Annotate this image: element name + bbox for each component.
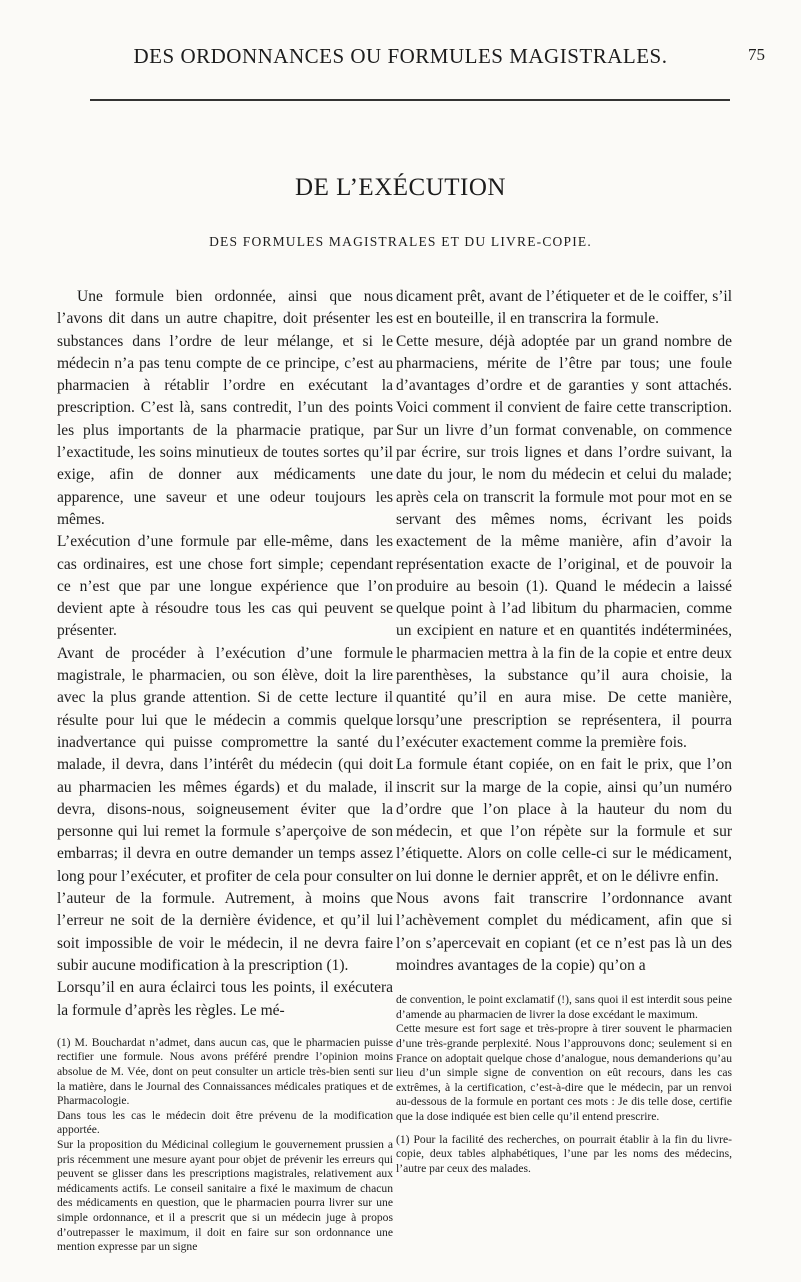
footnote-1: (1) M. Bouchardat n’admet, dans aucun cas, que le pharmacien puisse rectifier une formule. Nous avons préféré prendre l’opinion moins absolue de M. Vée, dont on peut consulter un article très-bien senti sur la matière, dans le Journal des Connaissances médicales pratiques et de Pharmacologie.	[57, 1035, 393, 1108]
page-number: 75	[748, 45, 765, 64]
left-footnotes	[57, 1036, 393, 1255]
left-paragraph-1: Une formule bien ordonnée, ainsi que nous l’avons dit dans un autre chapitre, doit présenter les substances dans l’ordre de leur mélange, et si le médecin n’a pas tenu compte de ce principe, c’est au pharmacien à rétablir l’ordre en exécutant la prescription. C’est là, sans contredit, l’un des points les plus importants de la pharmacie pratique, par l’exactitude, les soins minutieux de toutes sortes qu’il exige, afin de donner aux médicaments une apparence, une saveur et une odeur toujours les mêmes.	[57, 288, 393, 528]
footnote-continuation: de convention, le point exclamatif (!), sans quoi il est interdit sous peine d’amende au pharmacien de livrer la dose excédant le maximum.	[396, 993, 732, 1021]
right-footnotes	[396, 993, 732, 1176]
right-paragraph-4: Nous avons fait transcrire l’ordonnance avant l’achèvement complet du médicament, afin que si l’on s’apercevait en copiant (et ce n’est pas là un des moindres avantages de la copie) qu’on a	[396, 890, 732, 974]
running-head: DES ORDONNANCES OU FORMULES MAGISTRALES.	[133, 44, 668, 68]
footnote-1-cont-2: Sur la proposition du Médicinal collegium le gouvernement prussien a pris récemment une mesure ayant pour objet de prévenir les erreurs qui peuvent se glisser dans les prescriptions magistrales, relativement aux médicaments actifs. Le conseil sanitaire a fixé le maximum de chacun des médicaments en question, que le pharmacien pourra livrer sur une simple ordonnance, et il a prescrit que si un médecin juge à propos d’outrepasser le maximum, il doit en faire sur son ordonnance une mention expresse par un signe	[57, 1137, 393, 1254]
left-paragraph-3: Avant de procéder à l’exécution d’une formule magistrale, le pharmacien, ou son élève, doit la lire avec la plus grande attention. Si de cette lecture il résulte pour lui que le médecin a commis quelque inadvertance qui puisse compromettre la santé du malade, il devra, dans l’intérêt du médecin (qui doit au pharmacien les mêmes égards) et du malade, il devra, disons-nous, soigneusement éviter que la personne qui lui remet la formule s’aperçoive de son embarras; il devra en outre demander un temps assez long pour l’exécuter, et profiter de cela pour consulter l’auteur de la formule. Autrement, à moins que l’erreur ne soit de la dernière évidence, et qu’il lui soit impossible de voir le médecin, il ne devra faire subir aucune modification à la prescription (1).	[57, 644, 393, 974]
left-paragraph-4: Lorsqu’il en aura éclairci tous les points, il exécutera la formule d’après les règles. Le mé-	[57, 979, 393, 1019]
footnote-2: (1) Pour la facilité des recherches, on pourrait établir à la fin du livre-copie, deux tables alphabétiques, l’une par les noms des médecins, l’autre par ceux des malades.	[396, 1132, 732, 1175]
right-paragraph-2: Cette mesure, déjà adoptée par un grand nombre de pharmaciens, mérite de l’être par tous; une foule d’avantages d’ordre et de garanties y sont attachés. Voici comment il convient de faire cette transcription. Sur un livre d’un format convenable, on commence par écrire, sur trois lignes et dans l’ordre suivant, la date du jour, le nom du médecin et celui du malade; après cela on transcrit la formule mot pour mot en se servant des mêmes noms, écrivant les poids exactement de la même manière, afin d’avoir la représentation exacte de l’original, et de pouvoir la produire au besoin (1). Quand le médecin a laissé quelque point à l’ad libitum du pharmacien, comme un excipient en nature et en quantités indéterminées, le pharmacien mettra à la fin de la copie et entre deux parenthèses, la substance qu’il aura choisie, la quantité qu’il en aura mise. De cette manière, lorsqu’une prescription se représentera, il pourra l’exécuter exactement comme la première fois.	[396, 332, 732, 751]
footnote-commentary: Cette mesure est fort sage et très-propre à tirer souvent le pharmacien d’une très-grande perplexité. Nous l’approuvons donc; seulement si en France on adoptait quelque chose d’analogue, nous demanderions qu’au lieu d’un simple signe de convention on eût recours, dans les cas extrêmes, à la certification, c’est-à-dire que le médecin, par un renvoi au-dessous de la formule en portant ces mots : Je dis telle dose, certifie que la dose indiquée est bien celle qu’il entend prescrire.	[396, 1022, 732, 1123]
left-paragraph-2: L’exécution d’une formule par elle-même, dans les cas ordinaires, est une chose fort simple; cependant ce n’est que par une longue expérience que l’on devient apte à résoudre tous les cas qui peuvent se présenter.	[57, 533, 393, 640]
footnote-1-cont: Dans tous les cas le médecin doit être prévenu de la modification apportée.	[57, 1108, 393, 1137]
left-column	[57, 286, 393, 1255]
section-subtitle: DES FORMULES MAGISTRALES ET DU LIVRE-COPIE.	[209, 234, 592, 249]
right-column	[396, 286, 732, 1176]
header-rule	[90, 99, 730, 101]
right-paragraph-3: La formule étant copiée, on en fait le prix, que l’on inscrit sur la marge de la copie, ainsi qu’un numéro d’ordre que l’on place à la hauteur du nom du médecin, et que l’on répète sur la formule et sur l’étiquette. Alors on colle celle-ci sur le médicament, on lui donne le dernier apprêt, et on le délivre enfin.	[396, 756, 732, 885]
right-paragraph-1: dicament prêt, avant de l’étiqueter et de le coiffer, s’il est en bouteille, il en transcrira la formule.	[396, 288, 732, 328]
section-title: DE L’EXÉCUTION	[295, 174, 506, 201]
